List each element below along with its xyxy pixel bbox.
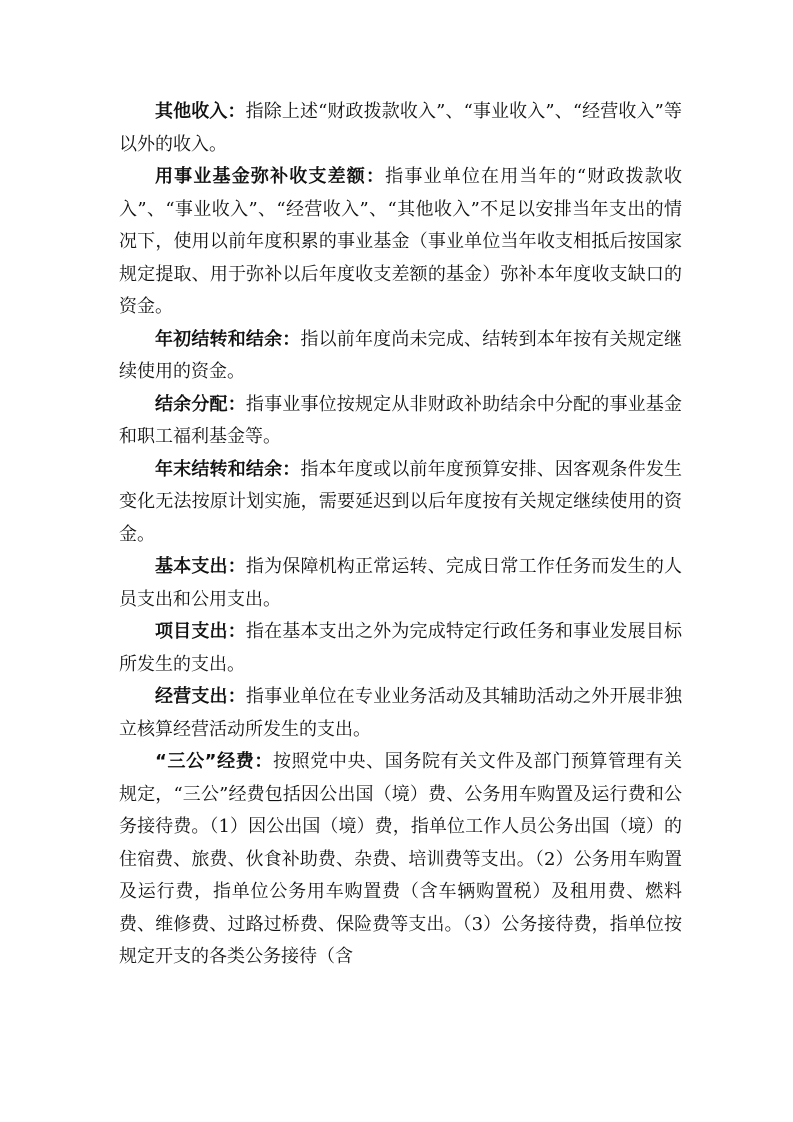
- definition-project-expenditure: 指在基本支出之外为完成特定行政任务和事业发展目标所发生的支出。: [119, 621, 683, 675]
- term-surplus-distribution: 结余分配：: [155, 393, 246, 415]
- paragraph-surplus-distribution: [119, 389, 682, 454]
- document-body: [119, 96, 682, 974]
- term-closing-balance: 年末结转和结余：: [155, 458, 301, 480]
- paragraph-other-income: [119, 96, 682, 161]
- paragraph-closing-balance: [119, 454, 682, 552]
- definition-opening-balance: 指以前年度尚未完成、结转到本年按有关规定继续使用的资金。: [119, 328, 683, 382]
- paragraph-fund-offset: [119, 161, 682, 324]
- paragraph-opening-balance: [119, 324, 682, 389]
- definition-operating-expenditure: 指事业单位在专业业务活动及其辅助活动之外开展非独立核算经营活动所发生的支出。: [119, 686, 683, 740]
- term-project-expenditure: 项目支出：: [155, 621, 246, 642]
- term-fund-offset: 用事业基金弥补收支差额：: [155, 166, 386, 187]
- paragraph-basic-expenditure: [119, 551, 682, 616]
- definition-closing-balance: 指本年度或以前年度预算安排、因客观条件发生变化无法按原计划实施，需要延迟到以后年度按有关规定继续使用的资金。: [119, 458, 683, 545]
- term-basic-expenditure: 基本支出：: [155, 556, 246, 577]
- definition-fund-offset: 指事业单位在用当年的“财政拨款收入”、“事业收入”、“经营收入”、“其他收入”不足以安排当年支出的情况下，使用以前年度积累的事业基金（事业单位当年收支相抵后按国家规定提取、用于弥补以后年度收支差额的基金）弥补本年度收支缺口的资金。: [119, 166, 683, 317]
- term-operating-expenditure: 经营支出：: [155, 686, 246, 707]
- definition-surplus-distribution: 指事业事位按规定从非财政补助结余中分配的事业基金和职工福利基金等。: [119, 393, 683, 447]
- paragraph-operating-expenditure: [119, 681, 682, 746]
- definition-basic-expenditure: 指为保障机构正常运转、完成日常工作任务而发生的人员支出和公用支出。: [119, 556, 683, 610]
- paragraph-project-expenditure: [119, 616, 682, 681]
- term-other-income: 其他收入：: [155, 101, 246, 122]
- term-three-public-expenses: “三公”经费：: [155, 751, 273, 772]
- term-opening-balance: 年初结转和结余：: [155, 328, 301, 350]
- paragraph-three-public-expenses: [119, 746, 682, 974]
- definition-three-public-expenses: 按照党中央、国务院有关文件及部门预算管理有关规定，“三公”经费包括因公出国（境）费、公务用车购置及运行费和公务接待费。（1）因公出国（境）费，指单位工作人员公务出国（境）的住宿费、旅费、伙食补助费、杂费、培训费等支出。（2）公务用车购置及运行费，指单位公务用车购置费（含车辆购置税）及租用费、燃料费、维修费、过路过桥费、保险费等支出。（3）公务接待费，指单位按规定开支的各类公务接待（含: [119, 751, 682, 967]
- definition-other-income: 指除上述“财政拨款收入”、“事业收入”、“经营收入”等以外的收入。: [119, 101, 682, 155]
